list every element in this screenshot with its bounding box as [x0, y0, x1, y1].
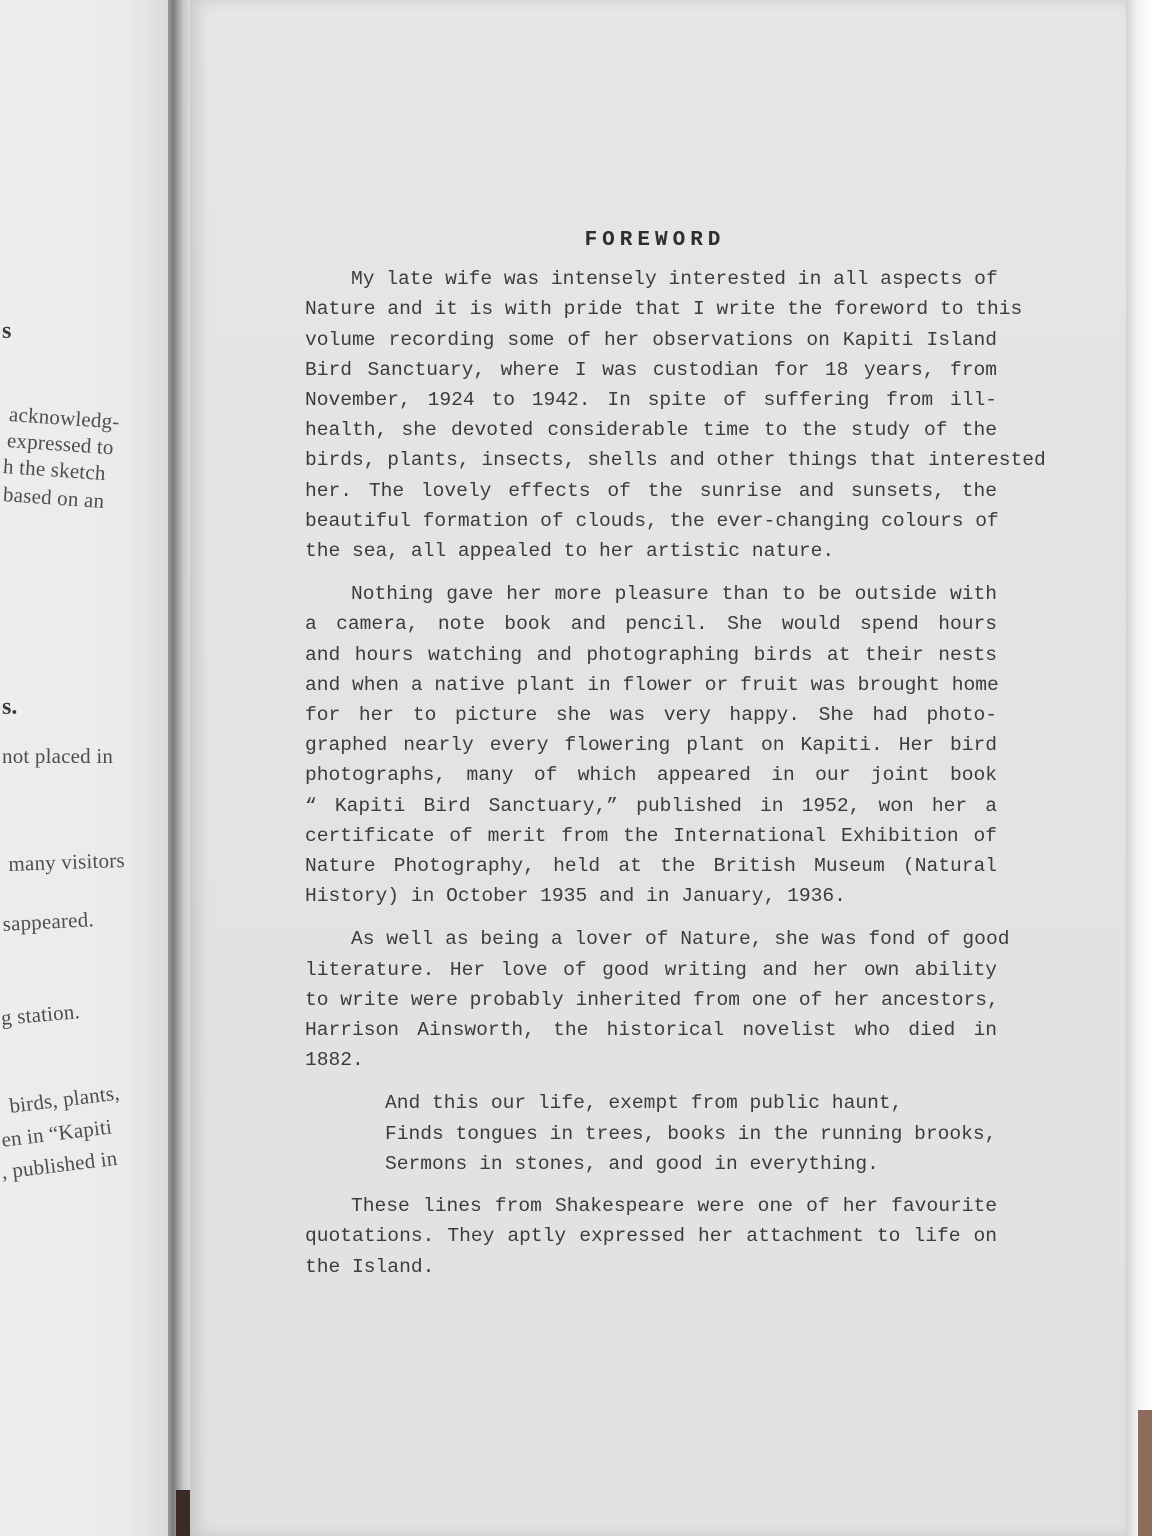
text-line: for her to picture she was very happy. She had photo- [305, 704, 997, 727]
text-line: Nature and it is with pride that I write the foreword to this [305, 298, 1023, 321]
text-line: and hours watching and photographing birds at their nests [305, 643, 997, 666]
verse-line: Finds tongues in trees, books in the running brooks, [385, 1122, 997, 1145]
page-title: FOREWORD [584, 229, 726, 252]
text-line: As well as being a lover of Nature, she was fond of good [351, 928, 1010, 951]
left-page-heading-fragment: s [2, 318, 12, 344]
left-page-text-fragment: expressed to [6, 428, 115, 460]
shakespeare-quote [385, 1088, 997, 1179]
left-page-text-fragment: , published in [0, 1145, 119, 1184]
text-line: 1882. [305, 1049, 364, 1072]
text-line: History) in October 1935 and in January, 1936. [305, 885, 846, 908]
text-line: birds, plants, insects, shells and other things that interested [305, 449, 1046, 472]
text-line: Bird Sanctuary, where I was custodian for 18 years, from [305, 358, 997, 381]
text-line: her. The lovely effects of the sunrise and sunsets, the [305, 479, 997, 502]
left-page-text-fragment: birds, plants, [8, 1080, 121, 1118]
text-line: Nature Photography, held at the British Museum (Natural [305, 855, 997, 878]
text-line: “ Kapiti Bird Sanctuary,” published in 1952, won her a [305, 794, 997, 817]
left-page-text-fragment: many visitors [8, 847, 126, 876]
paragraph-2 [305, 579, 997, 911]
text-line: health, she devoted considerable time to the study of the [305, 419, 997, 442]
left-page-text-fragment: not placed in [2, 744, 114, 768]
text-line: the Island. [305, 1255, 435, 1278]
text-line: a camera, note book and pencil. She would spend hours [305, 613, 997, 636]
closing-paragraph [305, 1191, 997, 1282]
text-line: photographs, many of which appeared in our joint book [305, 764, 997, 787]
text-line: Nothing gave her more pleasure than to be outside with [351, 583, 997, 606]
left-page-text-fragment: based on an [2, 482, 106, 514]
left-page-text-fragment: acknowledg- [8, 402, 121, 434]
text-line: My late wife was intensely interested in all aspects of [351, 268, 998, 291]
page-edge [1126, 0, 1152, 1536]
verse-line: Sermons in stones, and good in everything. [385, 1152, 879, 1175]
paragraph-1 [305, 264, 1046, 566]
paragraph-3 [305, 924, 1010, 1075]
text-line: the sea, all appealed to her artistic nature. [305, 540, 835, 563]
text-line: graphed nearly every flowering plant on Kapiti. Her bird [305, 734, 997, 757]
verse-line: And this our life, exempt from public haunt, [385, 1092, 903, 1115]
text-line: These lines from Shakespeare were one of her favourite [351, 1195, 997, 1218]
left-page-text-fragment: g station. [0, 999, 81, 1030]
foreword-body [305, 226, 1046, 1295]
text-line: Harrison Ainsworth, the historical novelist who died in [305, 1019, 997, 1042]
book-cover-edge [1138, 1410, 1152, 1536]
left-page-heading-fragment: s. [2, 694, 18, 720]
left-page-text-fragment: h the sketch [2, 454, 107, 486]
left-page-text-fragment: sappeared. [2, 907, 95, 936]
left-page-text-fragment: en in “Kapiti [0, 1114, 114, 1152]
text-line: beautiful formation of clouds, the ever-changing colours of [305, 509, 999, 532]
text-line: certificate of merit from the International Exhibition of [305, 824, 997, 847]
text-line: literature. Her love of good writing and her own ability [305, 958, 997, 981]
text-line: and when a native plant in flower or fruit was brought home [305, 673, 999, 696]
text-line: November, 1924 to 1942. In spite of suffering from ill- [305, 389, 997, 412]
text-line: quotations. They aptly expressed her attachment to life on [305, 1225, 997, 1248]
left-page [0, 0, 180, 1536]
text-line: volume recording some of her observations on Kapiti Island [305, 328, 997, 351]
text-line: to write were probably inherited from one of her ancestors, [305, 988, 999, 1011]
